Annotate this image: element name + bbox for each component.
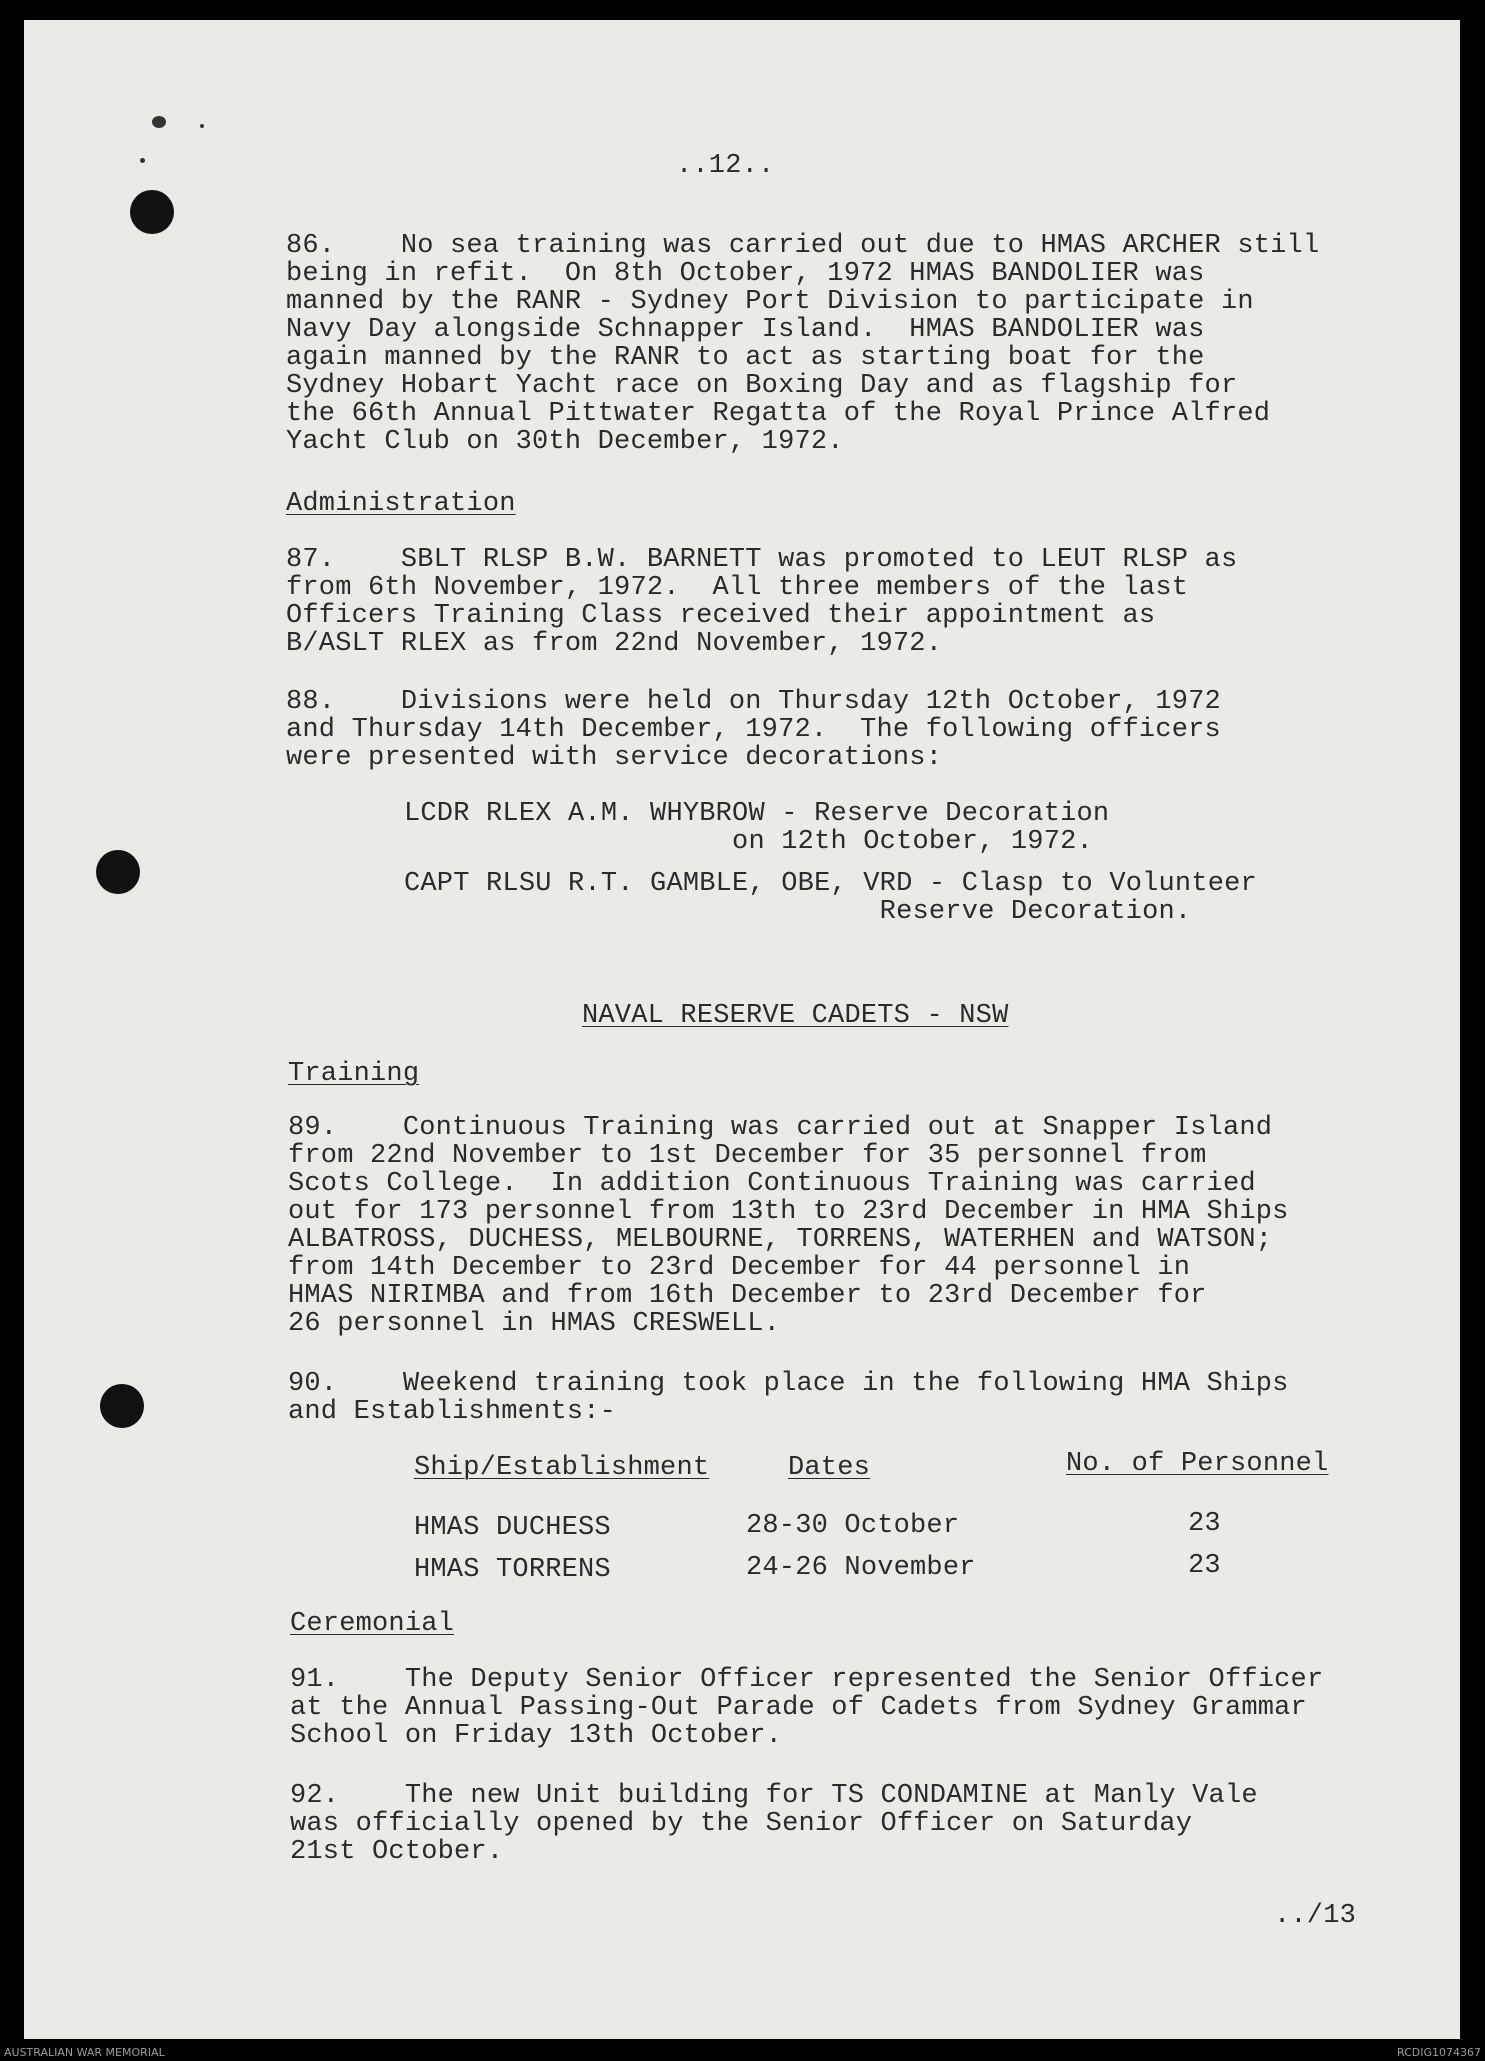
table-header-personnel: No. of Personnel	[1066, 1449, 1329, 1479]
paragraph-86-line-2: being in refit. On 8th October, 1972 HMAS BANDOLIER was	[286, 259, 1205, 289]
paragraph-89-line-7: HMAS NIRIMBA and from 16th December to 23rd December for	[288, 1281, 1207, 1311]
paragraph-88-line-2: and Thursday 14th December, 1972. The following officers	[286, 715, 1221, 745]
paragraph-87-line-2: from 6th November, 1972. All three members of the last	[286, 573, 1189, 603]
decoration-2-line-1: CAPT RLSU R.T. GAMBLE, OBE, VRD - Clasp to Volunteer	[404, 869, 1257, 899]
staple-mark	[152, 116, 166, 128]
table-row-1-dates: 28-30 October	[746, 1511, 960, 1541]
table-row-2-dates: 24-26 November	[746, 1553, 976, 1583]
paragraph-89-line-2: from 22nd November to 1st December for 35 personnel from	[288, 1141, 1207, 1171]
paragraph-90-line-1: 90. Weekend training took place in the following HMA Ships	[288, 1369, 1289, 1399]
paragraph-86-line-1: 86. No sea training was carried out due to HMAS ARCHER still	[286, 231, 1320, 261]
punch-hole-top	[130, 190, 174, 234]
paragraph-89-line-8: 26 personnel in HMAS CRESWELL.	[288, 1309, 781, 1339]
archive-footer	[0, 2041, 1485, 2061]
decoration-2-line-2: Reserve Decoration.	[404, 897, 1192, 927]
section-title: NAVAL RESERVE CADETS - NSW	[582, 1001, 1009, 1031]
heading-training: Training	[288, 1059, 420, 1089]
table-row-1-personnel: 23	[1188, 1509, 1221, 1539]
paragraph-86-line-6: Sydney Hobart Yacht race on Boxing Day and as flagship for	[286, 371, 1238, 401]
document-page	[24, 20, 1460, 2039]
paragraph-86-line-5: again manned by the RANR to act as starting boat for the	[286, 343, 1205, 373]
table-header-dates: Dates	[788, 1453, 871, 1483]
table-row-2-ship: HMAS TORRENS	[414, 1555, 611, 1585]
paragraph-89-line-1: 89. Continuous Training was carried out at Snapper Island	[288, 1113, 1273, 1143]
paragraph-89-line-5: ALBATROSS, DUCHESS, MELBOURNE, TORRENS, WATERHEN and WATSON;	[288, 1225, 1273, 1255]
paragraph-86-line-3: manned by the RANR - Sydney Port Division to participate in	[286, 287, 1254, 317]
decoration-1-line-1: LCDR RLEX A.M. WHYBROW - Reserve Decoration	[404, 799, 1110, 829]
decoration-1-line-2: on 12th October, 1972.	[404, 827, 1093, 857]
paragraph-91-line-2: at the Annual Passing-Out Parade of Cadets from Sydney Grammar	[290, 1693, 1307, 1723]
footer-source: AUSTRALIAN WAR MEMORIAL	[4, 2046, 165, 2059]
paragraph-87-line-1: 87. SBLT RLSP B.W. BARNETT was promoted to LEUT RLSP as	[286, 545, 1238, 575]
paragraph-89-line-4: out for 173 personnel from 13th to 23rd December in HMA Ships	[288, 1197, 1289, 1227]
table-header-ship: Ship/Establishment	[414, 1453, 710, 1483]
paragraph-88-line-1: 88. Divisions were held on Thursday 12th October, 1972	[286, 687, 1221, 717]
staple-mark	[140, 158, 145, 163]
heading-administration: Administration	[286, 489, 516, 519]
paragraph-92-line-1: 92. The new Unit building for TS CONDAMINE at Manly Vale	[290, 1781, 1258, 1811]
paragraph-91-line-1: 91. The Deputy Senior Officer represented the Senior Officer	[290, 1665, 1324, 1695]
paragraph-86-line-4: Navy Day alongside Schnapper Island. HMAS BANDOLIER was	[286, 315, 1205, 345]
punch-hole-middle	[96, 850, 140, 894]
paragraph-89-line-3: Scots College. In addition Continuous Training was carried	[288, 1169, 1256, 1199]
paragraph-87-line-3: Officers Training Class received their appointment as	[286, 601, 1156, 631]
paragraph-90-line-2: and Establishments:-	[288, 1397, 617, 1427]
paragraph-91-line-3: School on Friday 13th October.	[290, 1721, 783, 1751]
paragraph-86-line-7: the 66th Annual Pittwater Regatta of the Royal Prince Alfred	[286, 399, 1271, 429]
punch-hole-bottom	[100, 1384, 144, 1428]
heading-ceremonial: Ceremonial	[290, 1609, 455, 1639]
table-row-1-ship: HMAS DUCHESS	[414, 1513, 611, 1543]
table-row-2-personnel: 23	[1188, 1551, 1221, 1581]
continuation-marker: ../13	[1274, 1901, 1357, 1931]
paragraph-89-line-6: from 14th December to 23rd December for 44 personnel in	[288, 1253, 1191, 1283]
paragraph-92-line-2: was officially opened by the Senior Officer on Saturday	[290, 1809, 1193, 1839]
footer-record-id: RCDIG1074367	[1396, 2046, 1481, 2059]
paragraph-87-line-4: B/ASLT RLEX as from 22nd November, 1972.	[286, 629, 943, 659]
page-number-header: ..12..	[676, 151, 775, 181]
paragraph-88-line-3: were presented with service decorations:	[286, 743, 943, 773]
paragraph-92-line-3: 21st October.	[290, 1837, 504, 1867]
staple-mark	[200, 124, 204, 128]
paragraph-86-line-8: Yacht Club on 30th December, 1972.	[286, 427, 844, 457]
